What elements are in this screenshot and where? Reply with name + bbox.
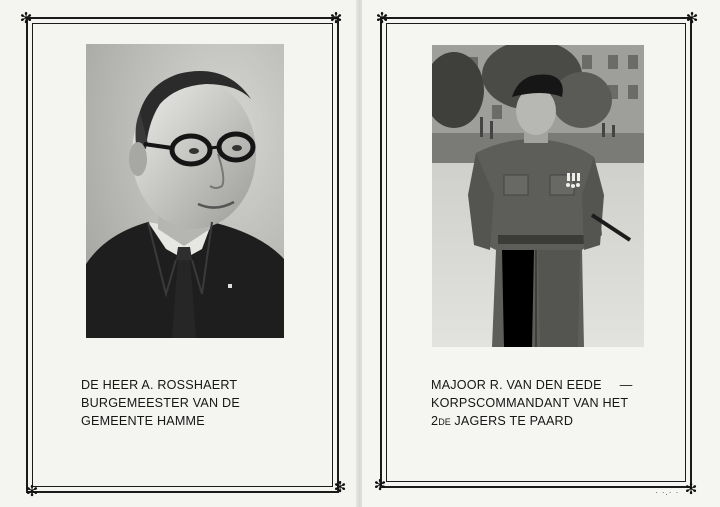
corner-ornament-icon: ✻: [25, 482, 39, 500]
caption-name: MAJOOR R. VAN DEN EEDE: [431, 378, 602, 392]
caption-dash: —: [619, 378, 633, 392]
corner-ornament-icon: ✻: [684, 480, 698, 498]
portrait-photo-major: [432, 45, 644, 347]
mayor-caption: [81, 376, 240, 430]
corner-ornament-icon: ✻: [375, 9, 389, 27]
corner-ornament-icon: ✻: [685, 9, 699, 27]
caption-ordinal-suffix: DE: [438, 417, 451, 427]
caption-line: [431, 412, 633, 431]
caption-line: [431, 376, 633, 394]
caption-ordinal-number: 2: [431, 414, 439, 428]
left-page: [0, 0, 358, 507]
corner-ornament-icon: ✻: [329, 9, 343, 27]
corner-ornament-icon: ✻: [333, 478, 347, 496]
caption-line: DE HEER A. ROSSHAERT: [81, 378, 238, 392]
caption-line: KORPSCOMMANDANT VAN HET: [431, 396, 629, 410]
paper-specks: · ·.· ·: [655, 488, 680, 497]
caption-line: GEMEENTE HAMME: [81, 414, 205, 428]
major-caption: [431, 376, 633, 431]
caption-line: BURGEMEESTER VAN DE: [81, 396, 240, 410]
caption-unit: JAGERS TE PAARD: [450, 414, 574, 428]
corner-ornament-icon: ✻: [373, 476, 387, 494]
corner-ornament-icon: ✻: [19, 9, 33, 27]
portrait-photo-mayor: [86, 44, 284, 338]
